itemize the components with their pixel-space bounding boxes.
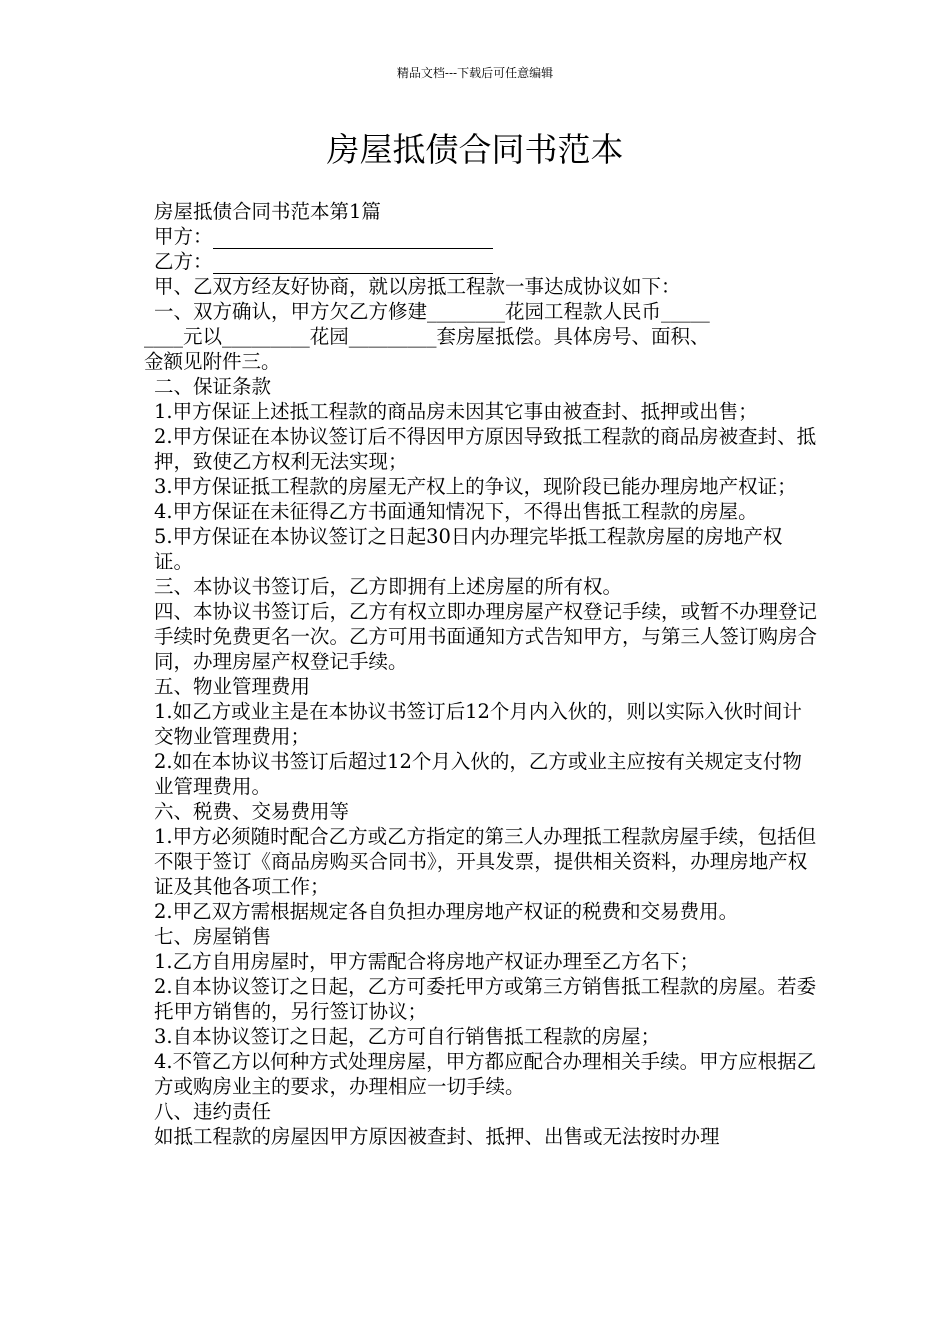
clause-7-heading: 七、房屋销售 (154, 925, 272, 948)
party-a-line (144, 224, 820, 249)
clause-2-heading: 二、保证条款 (154, 375, 272, 398)
document-title: 房屋抵债合同书范本 (326, 130, 624, 169)
clause-8-heading: 八、违约责任 (154, 1100, 272, 1123)
clause-7-item: 4.不管乙方以何种方式处理房屋，甲方都应配合办理相关手续。甲方应根据乙方或购房业主的要求，办理相应一切手续。 (154, 1050, 817, 1098)
party-a-blank[interactable] (213, 228, 493, 249)
clause-5-item: 2.如在本协议书签订后超过12个月入伙的，乙方或业主应按有关规定支付物业管理费用。 (154, 750, 802, 798)
clause-2-item: 2.甲方保证在本协议签订后不得因甲方原因导致抵工程款的商品房被查封、抵押，致使乙方权利无法实现； (154, 425, 817, 473)
clause-6-item: 2.甲乙双方需根据规定各自负担办理房地产权证的税费和交易费用。 (154, 900, 739, 923)
clause-5-heading: 五、物业管理费用 (154, 675, 311, 698)
intro-paragraph: 甲、乙双方经友好协商，就以房抵工程款一事达成协议如下： (154, 275, 681, 298)
clause-7-item: 2.自本协议签订之日起，乙方可委托甲方或第三方销售抵工程款的房屋。若委托甲方销售的，另行签订协议； (154, 975, 817, 1023)
clause-7-item: 1.乙方自用房屋时，甲方需配合将房地产权证办理至乙方名下； (154, 950, 700, 973)
page-header: 精品文档---下载后可任意编辑 (396, 66, 554, 80)
clause-2-item: 4.甲方保证在未征得乙方书面通知情况下，不得出售抵工程款的房屋。 (154, 500, 758, 523)
clause-6-heading: 六、税费、交易费用等 (154, 800, 350, 823)
clause-1-line-1: 一、双方确认，甲方欠乙方修建________花园工程款人民币_____ (154, 300, 710, 323)
party-b-line (144, 249, 820, 274)
clause-2-item: 5.甲方保证在本协议签订之日起30日内办理完毕抵工程款房屋的房地产权证。 (154, 525, 783, 573)
clause-2-item: 1.甲方保证上述抵工程款的商品房未因其它事由被查封、抵押或出售； (154, 400, 758, 423)
document-body (144, 199, 820, 1149)
clause-4: 四、本协议书签订后，乙方有权立即办理房屋产权登记手续，或暂不办理登记手续时免费更名一次。乙方可用书面通知方式告知甲方，与第三人签订购房合同，办理房屋产权登记手续。 (154, 600, 818, 673)
party-a-label: 甲方： (154, 225, 213, 248)
party-b-label: 乙方： (154, 250, 213, 273)
party-b-blank[interactable] (213, 253, 493, 274)
clause-1-line-3: 金额见附件三。 (144, 350, 281, 373)
clause-2-item: 3.甲方保证抵工程款的房屋无产权上的争议，现阶段已能办理房地产权证； (154, 475, 797, 498)
clause-3: 三、本协议书签订后，乙方即拥有上述房屋的所有权。 (154, 575, 623, 598)
clause-5-item: 1.如乙方或业主是在本协议书签订后12个月内入伙的，则以实际入伙时间计交物业管理费用； (154, 700, 802, 748)
clause-6-item: 1.甲方必须随时配合乙方或乙方指定的第三人办理抵工程款房屋手续，包括但不限于签订《商品房购买合同书》，开具发票，提供相关资料，办理房地产权证及其他各项工作； (154, 825, 817, 898)
clause-7-item: 3.自本协议签订之日起，乙方可自行销售抵工程款的房屋； (154, 1025, 661, 1048)
section-heading: 房屋抵债合同书范本第1篇 (154, 200, 381, 223)
clause-1-line-2: ____元以_________花园_________套房屋抵偿。具体房号、面积、 (144, 325, 710, 348)
clause-8-text: 如抵工程款的房屋因甲方原因被查封、抵押、出售或无法按时办理 (154, 1125, 720, 1148)
